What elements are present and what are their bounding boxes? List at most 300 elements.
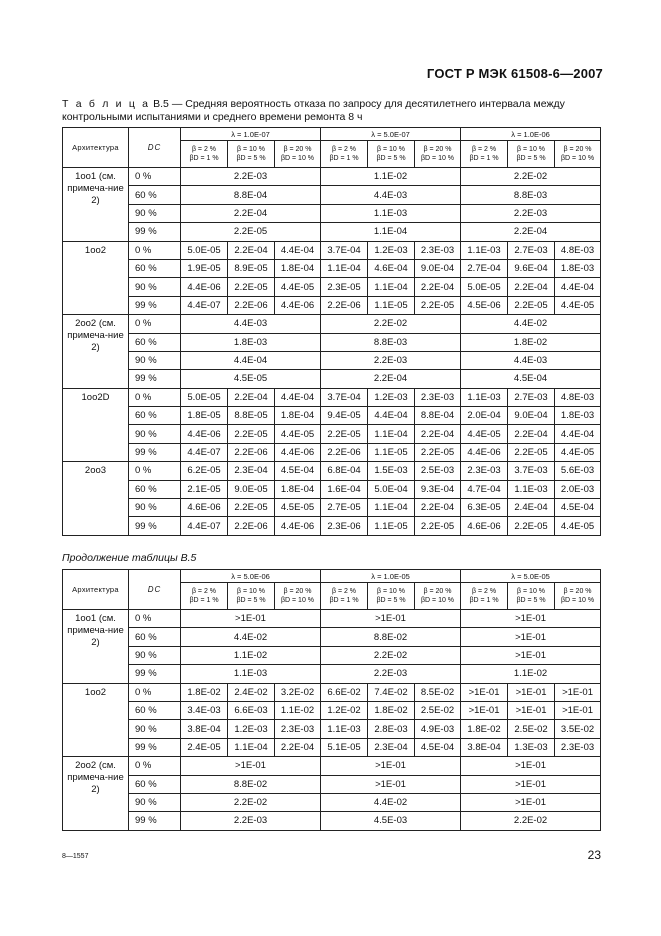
value-cell: 2.7E-03 xyxy=(508,388,555,406)
value-cell: 2.2E-05 xyxy=(228,278,275,296)
dc-cell: 60 % xyxy=(129,628,181,646)
architecture-cell: 1oo2 xyxy=(63,683,129,757)
value-cell: 1.1E-05 xyxy=(368,443,415,461)
value-cell: 4.4E-04 xyxy=(275,388,321,406)
table-row xyxy=(63,407,601,425)
value-cell: 1.1E-04 xyxy=(368,278,415,296)
print-code: 8—1557 xyxy=(62,853,89,860)
beta-value: β = 2 % xyxy=(331,145,357,153)
value-cell: 2.2E-04 xyxy=(415,278,461,296)
beta-value: β = 2 % xyxy=(331,587,357,595)
dc-cell: 0 % xyxy=(129,462,181,480)
value-cell: >1E-01 xyxy=(461,757,601,775)
value-cell: 8.8E-04 xyxy=(181,186,321,204)
beta-value: β = 10 % xyxy=(377,145,405,153)
value-cell: 9.3E-04 xyxy=(415,480,461,498)
dc-cell: 99 % xyxy=(129,296,181,314)
value-cell: >1E-01 xyxy=(461,775,601,793)
value-cell: 8.8E-04 xyxy=(415,407,461,425)
architecture-cell: 1oo2 xyxy=(63,241,129,315)
value-cell: 8.9E-05 xyxy=(228,259,275,277)
value-cell: 4.4E-07 xyxy=(181,443,228,461)
value-cell: 9.4E-05 xyxy=(321,407,368,425)
value-cell: 1.1E-02 xyxy=(181,646,321,664)
dc-column-header: DC xyxy=(129,570,181,610)
dc-cell: 0 % xyxy=(129,683,181,701)
dc-cell: 99 % xyxy=(129,812,181,830)
dc-cell: 60 % xyxy=(129,407,181,425)
dc-column-header: DC xyxy=(129,128,181,168)
beta-d-value: βD = 1 % xyxy=(329,155,359,162)
value-cell: 5.0E-04 xyxy=(368,480,415,498)
value-cell: 8.8E-02 xyxy=(181,775,321,793)
value-cell: 2.7E-04 xyxy=(461,259,508,277)
dc-cell: 0 % xyxy=(129,168,181,186)
value-cell: 6.6E-03 xyxy=(228,701,275,719)
dc-cell: 99 % xyxy=(129,223,181,241)
beta-value: β = 10 % xyxy=(517,145,546,153)
table-row xyxy=(63,186,601,204)
lambda-header-row xyxy=(63,128,601,141)
value-cell: 2.3E-03 xyxy=(461,462,508,480)
value-cell: 4.4E-02 xyxy=(461,315,601,333)
value-cell: 8.8E-02 xyxy=(321,628,461,646)
value-cell: 4.4E-06 xyxy=(181,278,228,296)
dc-cell: 0 % xyxy=(129,388,181,406)
value-cell: 2.2E-06 xyxy=(228,517,275,535)
lambda-header: λ = 5.0E-05 xyxy=(461,570,601,583)
value-cell: 4.7E-04 xyxy=(461,480,508,498)
value-cell: 4.4E-05 xyxy=(275,278,321,296)
value-cell: 2.2E-05 xyxy=(508,296,555,314)
value-cell: 4.4E-02 xyxy=(321,793,461,811)
value-cell: 4.8E-03 xyxy=(555,388,601,406)
value-cell: 2.2E-02 xyxy=(461,812,601,830)
beta-d-value: βD = 5 % xyxy=(516,155,546,162)
beta-value: β = 2 % xyxy=(191,145,217,153)
value-cell: 1.1E-04 xyxy=(228,738,275,756)
beta-value: β = 2 % xyxy=(471,145,497,153)
table-row xyxy=(63,646,601,664)
dc-cell: 0 % xyxy=(129,315,181,333)
dc-cell: 99 % xyxy=(129,517,181,535)
beta-value: β = 20 % xyxy=(423,145,452,153)
value-cell: 3.8E-04 xyxy=(461,738,508,756)
beta-header xyxy=(228,141,275,168)
value-cell: 8.8E-03 xyxy=(321,333,461,351)
value-cell: 5.1E-05 xyxy=(321,738,368,756)
beta-d-value: βD = 1 % xyxy=(469,155,499,162)
value-cell: 2.3E-03 xyxy=(555,738,601,756)
value-cell: >1E-01 xyxy=(321,775,461,793)
page-number: 23 xyxy=(587,848,601,862)
value-cell: 2.2E-04 xyxy=(415,499,461,517)
value-cell: 4.4E-05 xyxy=(555,517,601,535)
table-row xyxy=(63,499,601,517)
beta-header xyxy=(181,583,228,610)
continuation-label: Продолжение таблицы В.5 xyxy=(62,552,197,564)
table-row xyxy=(63,720,601,738)
dc-cell: 60 % xyxy=(129,259,181,277)
beta-header xyxy=(508,583,555,610)
beta-d-value: βD = 10 % xyxy=(281,155,315,162)
value-cell: 2.4E-05 xyxy=(181,738,228,756)
value-cell: 2.5E-02 xyxy=(415,701,461,719)
table-header xyxy=(63,570,601,610)
lambda-header-row xyxy=(63,570,601,583)
value-cell: 4.5E-04 xyxy=(275,462,321,480)
value-cell: 3.7E-03 xyxy=(508,462,555,480)
value-cell: 4.4E-06 xyxy=(181,425,228,443)
value-cell: 2.2E-04 xyxy=(275,738,321,756)
value-cell: 1.1E-02 xyxy=(461,665,601,683)
value-cell: 2.4E-04 xyxy=(508,499,555,517)
value-cell: 2.3E-06 xyxy=(321,517,368,535)
dc-cell: 99 % xyxy=(129,738,181,756)
value-cell: 2.8E-03 xyxy=(368,720,415,738)
value-cell: 1.1E-05 xyxy=(368,517,415,535)
value-cell: 3.5E-02 xyxy=(555,720,601,738)
value-cell: 2.2E-05 xyxy=(181,223,321,241)
value-cell: 4.4E-05 xyxy=(461,425,508,443)
value-cell: >1E-01 xyxy=(461,628,601,646)
value-cell: 2.7E-03 xyxy=(508,241,555,259)
value-cell: >1E-01 xyxy=(508,701,555,719)
value-cell: 1.1E-03 xyxy=(508,480,555,498)
value-cell: 2.2E-02 xyxy=(321,315,461,333)
value-cell: >1E-01 xyxy=(461,683,508,701)
lambda-header: λ = 1.0E-07 xyxy=(181,128,321,141)
standard-designation: ГОСТ Р МЭК 61508-6—2007 xyxy=(426,66,603,81)
value-cell: 1.6E-04 xyxy=(321,480,368,498)
value-cell: 5.6E-03 xyxy=(555,462,601,480)
value-cell: 2.2E-05 xyxy=(321,425,368,443)
value-cell: 2.4E-02 xyxy=(228,683,275,701)
dc-cell: 90 % xyxy=(129,646,181,664)
beta-value: β = 2 % xyxy=(471,587,497,595)
lambda-header: λ = 5.0E-06 xyxy=(181,570,321,583)
table-row xyxy=(63,351,601,369)
value-cell: 1.1E-03 xyxy=(461,241,508,259)
beta-d-value: βD = 5 % xyxy=(376,597,406,604)
architecture-cell: 2oo2 (см. примеча-ние 2) xyxy=(63,315,129,389)
lambda-header: λ = 5.0E-07 xyxy=(321,128,461,141)
table-row xyxy=(63,425,601,443)
value-cell: 2.3E-04 xyxy=(368,738,415,756)
value-cell: 2.2E-05 xyxy=(415,517,461,535)
value-cell: 8.5E-02 xyxy=(415,683,461,701)
value-cell: 1.8E-04 xyxy=(275,407,321,425)
table-caption xyxy=(62,98,607,124)
table-row xyxy=(63,296,601,314)
value-cell: 2.0E-04 xyxy=(461,407,508,425)
value-cell: 2.2E-03 xyxy=(461,204,601,222)
value-cell: 4.4E-06 xyxy=(275,517,321,535)
value-cell: 3.7E-04 xyxy=(321,388,368,406)
beta-header xyxy=(555,141,601,168)
value-cell: 1.2E-03 xyxy=(368,241,415,259)
architecture-cell: 2oo2 (см. примеча-ние 2) xyxy=(63,757,129,831)
value-cell: 1.1E-03 xyxy=(321,204,461,222)
value-cell: 1.1E-02 xyxy=(275,701,321,719)
table-row xyxy=(63,315,601,333)
value-cell: 1.8E-03 xyxy=(555,407,601,425)
value-cell: 8.8E-03 xyxy=(461,186,601,204)
dc-cell: 90 % xyxy=(129,351,181,369)
value-cell: 1.1E-04 xyxy=(321,223,461,241)
value-cell: >1E-01 xyxy=(508,683,555,701)
value-cell: 6.8E-04 xyxy=(321,462,368,480)
value-cell: 1.8E-02 xyxy=(181,683,228,701)
value-cell: 2.2E-02 xyxy=(181,793,321,811)
value-cell: 2.3E-04 xyxy=(228,462,275,480)
value-cell: 1.8E-02 xyxy=(461,333,601,351)
beta-d-value: βD = 5 % xyxy=(236,597,266,604)
value-cell: 4.4E-05 xyxy=(555,296,601,314)
value-cell: 2.5E-02 xyxy=(508,720,555,738)
table-row xyxy=(63,223,601,241)
beta-header xyxy=(415,141,461,168)
table-row xyxy=(63,665,601,683)
value-cell: 4.4E-05 xyxy=(275,425,321,443)
table-row xyxy=(63,738,601,756)
value-cell: 2.2E-06 xyxy=(228,443,275,461)
value-cell: 4.4E-07 xyxy=(181,517,228,535)
value-cell: >1E-01 xyxy=(555,701,601,719)
beta-value: β = 20 % xyxy=(283,145,312,153)
value-cell: 2.3E-05 xyxy=(321,278,368,296)
table-row xyxy=(63,388,601,406)
value-cell: >1E-01 xyxy=(461,610,601,628)
dc-cell: 60 % xyxy=(129,701,181,719)
beta-value: β = 10 % xyxy=(237,145,265,153)
value-cell: >1E-01 xyxy=(461,646,601,664)
value-cell: 4.4E-03 xyxy=(181,315,321,333)
value-cell: 1.2E-02 xyxy=(321,701,368,719)
dc-cell: 90 % xyxy=(129,278,181,296)
value-cell: 2.2E-04 xyxy=(415,425,461,443)
table-row xyxy=(63,812,601,830)
value-cell: 9.0E-04 xyxy=(415,259,461,277)
value-cell: 2.2E-06 xyxy=(321,296,368,314)
value-cell: 1.1E-04 xyxy=(368,425,415,443)
architecture-column-header: Архитектура xyxy=(63,570,129,610)
value-cell: 2.3E-03 xyxy=(275,720,321,738)
value-cell: 3.7E-04 xyxy=(321,241,368,259)
table-row xyxy=(63,443,601,461)
architecture-cell: 1oo1 (см. примеча-ние 2) xyxy=(63,610,129,684)
value-cell: 5.0E-05 xyxy=(181,388,228,406)
value-cell: 1.1E-02 xyxy=(321,168,461,186)
value-cell: 8.8E-05 xyxy=(228,407,275,425)
value-cell: 2.2E-05 xyxy=(415,296,461,314)
beta-header xyxy=(461,583,508,610)
value-cell: 1.8E-05 xyxy=(181,407,228,425)
value-cell: 2.2E-04 xyxy=(181,204,321,222)
table-row xyxy=(63,610,601,628)
value-cell: >1E-01 xyxy=(181,757,321,775)
beta-value: β = 2 % xyxy=(191,587,217,595)
value-cell: >1E-01 xyxy=(181,610,321,628)
value-cell: 2.0E-03 xyxy=(555,480,601,498)
table-body xyxy=(63,610,601,831)
beta-d-value: βD = 10 % xyxy=(281,597,315,604)
value-cell: 2.2E-03 xyxy=(181,168,321,186)
value-cell: 1.1E-05 xyxy=(368,296,415,314)
value-cell: 2.2E-05 xyxy=(228,425,275,443)
value-cell: 9.6E-04 xyxy=(508,259,555,277)
table-header xyxy=(63,128,601,168)
caption-text: В.5 — Средняя вероятность отказа по запросу для десятилетнего интервала между контрольными испытаниями и среднего времени ремонта 8 ч xyxy=(62,98,565,123)
value-cell: 2.2E-05 xyxy=(415,443,461,461)
value-cell: 4.4E-03 xyxy=(321,186,461,204)
value-cell: 2.2E-05 xyxy=(508,443,555,461)
table-row xyxy=(63,793,601,811)
value-cell: 4.4E-02 xyxy=(181,628,321,646)
value-cell: 4.5E-04 xyxy=(555,499,601,517)
value-cell: 2.2E-06 xyxy=(228,296,275,314)
value-cell: 4.5E-04 xyxy=(461,370,601,388)
dc-cell: 90 % xyxy=(129,793,181,811)
value-cell: 1.3E-03 xyxy=(508,738,555,756)
beta-d-value: βD = 10 % xyxy=(421,597,455,604)
value-cell: 4.5E-03 xyxy=(321,812,461,830)
table-row xyxy=(63,683,601,701)
beta-value: β = 20 % xyxy=(423,587,452,595)
table-row xyxy=(63,259,601,277)
table-row xyxy=(63,204,601,222)
beta-header xyxy=(275,141,321,168)
architecture-cell: 1oo1 (см. примеча-ние 2) xyxy=(63,168,129,242)
beta-value: β = 10 % xyxy=(237,587,265,595)
lambda-header: λ = 1.0E-06 xyxy=(461,128,601,141)
value-cell: 1.2E-03 xyxy=(368,388,415,406)
value-cell: 1.1E-03 xyxy=(181,665,321,683)
beta-value: β = 10 % xyxy=(517,587,546,595)
value-cell: 2.2E-04 xyxy=(321,370,461,388)
value-cell: 7.4E-02 xyxy=(368,683,415,701)
value-cell: 1.1E-03 xyxy=(461,388,508,406)
value-cell: 1.5E-03 xyxy=(368,462,415,480)
value-cell: >1E-01 xyxy=(555,683,601,701)
dc-cell: 60 % xyxy=(129,186,181,204)
value-cell: 4.5E-04 xyxy=(415,738,461,756)
dc-cell: 0 % xyxy=(129,757,181,775)
value-cell: 2.2E-04 xyxy=(461,223,601,241)
dc-cell: 0 % xyxy=(129,241,181,259)
beta-header xyxy=(321,583,368,610)
value-cell: 4.4E-04 xyxy=(275,241,321,259)
beta-value: β = 20 % xyxy=(563,145,592,153)
value-cell: 4.8E-03 xyxy=(555,241,601,259)
dc-cell: 60 % xyxy=(129,775,181,793)
value-cell: 4.4E-05 xyxy=(555,443,601,461)
caption-label: Т а б л и ц а xyxy=(62,98,151,110)
value-cell: 2.1E-05 xyxy=(181,480,228,498)
value-cell: 4.4E-07 xyxy=(181,296,228,314)
value-cell: 3.2E-02 xyxy=(275,683,321,701)
value-cell: 4.4E-04 xyxy=(368,407,415,425)
beta-header xyxy=(555,583,601,610)
dc-cell: 99 % xyxy=(129,370,181,388)
table-body xyxy=(63,168,601,536)
beta-d-value: βD = 1 % xyxy=(189,155,219,162)
beta-value: β = 20 % xyxy=(563,587,592,595)
beta-header xyxy=(415,583,461,610)
value-cell: 1.1E-04 xyxy=(368,499,415,517)
value-cell: 1.8E-03 xyxy=(181,333,321,351)
value-cell: >1E-01 xyxy=(321,757,461,775)
beta-header xyxy=(368,583,415,610)
value-cell: 9.0E-05 xyxy=(228,480,275,498)
value-cell: 4.6E-06 xyxy=(461,517,508,535)
table-row xyxy=(63,462,601,480)
value-cell: 1.8E-02 xyxy=(461,720,508,738)
value-cell: 4.4E-06 xyxy=(461,443,508,461)
value-cell: 4.4E-04 xyxy=(181,351,321,369)
value-cell: 6.3E-05 xyxy=(461,499,508,517)
value-cell: 5.0E-05 xyxy=(181,241,228,259)
beta-d-value: βD = 10 % xyxy=(421,155,455,162)
beta-header xyxy=(228,583,275,610)
value-cell: 1.1E-03 xyxy=(321,720,368,738)
beta-header xyxy=(368,141,415,168)
value-cell: 4.4E-06 xyxy=(275,296,321,314)
dc-cell: 60 % xyxy=(129,333,181,351)
beta-d-value: βD = 10 % xyxy=(561,155,595,162)
value-cell: 9.0E-04 xyxy=(508,407,555,425)
value-cell: 1.8E-03 xyxy=(555,259,601,277)
beta-d-value: βD = 1 % xyxy=(329,597,359,604)
value-cell: 5.0E-05 xyxy=(461,278,508,296)
value-cell: 2.2E-03 xyxy=(321,665,461,683)
architecture-cell: 1oo2D xyxy=(63,388,129,462)
value-cell: 1.8E-04 xyxy=(275,259,321,277)
dc-cell: 60 % xyxy=(129,480,181,498)
beta-d-value: βD = 5 % xyxy=(376,155,406,162)
value-cell: 3.4E-03 xyxy=(181,701,228,719)
value-cell: 1.1E-04 xyxy=(321,259,368,277)
value-cell: 2.2E-05 xyxy=(508,517,555,535)
dc-cell: 99 % xyxy=(129,665,181,683)
value-cell: 6.6E-02 xyxy=(321,683,368,701)
value-cell: 4.4E-04 xyxy=(555,425,601,443)
beta-header xyxy=(321,141,368,168)
value-cell: 1.2E-03 xyxy=(228,720,275,738)
value-cell: 2.2E-04 xyxy=(228,388,275,406)
beta-d-value: βD = 1 % xyxy=(469,597,499,604)
value-cell: 2.2E-02 xyxy=(461,168,601,186)
architecture-cell: 2oo3 xyxy=(63,462,129,536)
value-cell: 1.8E-04 xyxy=(275,480,321,498)
value-cell: 2.5E-03 xyxy=(415,462,461,480)
value-cell: 2.2E-03 xyxy=(321,351,461,369)
lambda-header: λ = 1.0E-05 xyxy=(321,570,461,583)
table-row xyxy=(63,480,601,498)
value-cell: 2.2E-04 xyxy=(508,278,555,296)
dc-cell: 90 % xyxy=(129,499,181,517)
table-row xyxy=(63,168,601,186)
value-cell: 2.2E-05 xyxy=(228,499,275,517)
value-cell: 2.3E-03 xyxy=(415,241,461,259)
beta-header xyxy=(508,141,555,168)
beta-d-value: βD = 5 % xyxy=(516,597,546,604)
beta-header xyxy=(181,141,228,168)
dc-cell: 90 % xyxy=(129,720,181,738)
dc-cell: 90 % xyxy=(129,204,181,222)
value-cell: 2.2E-06 xyxy=(321,443,368,461)
beta-d-value: βD = 5 % xyxy=(236,155,266,162)
